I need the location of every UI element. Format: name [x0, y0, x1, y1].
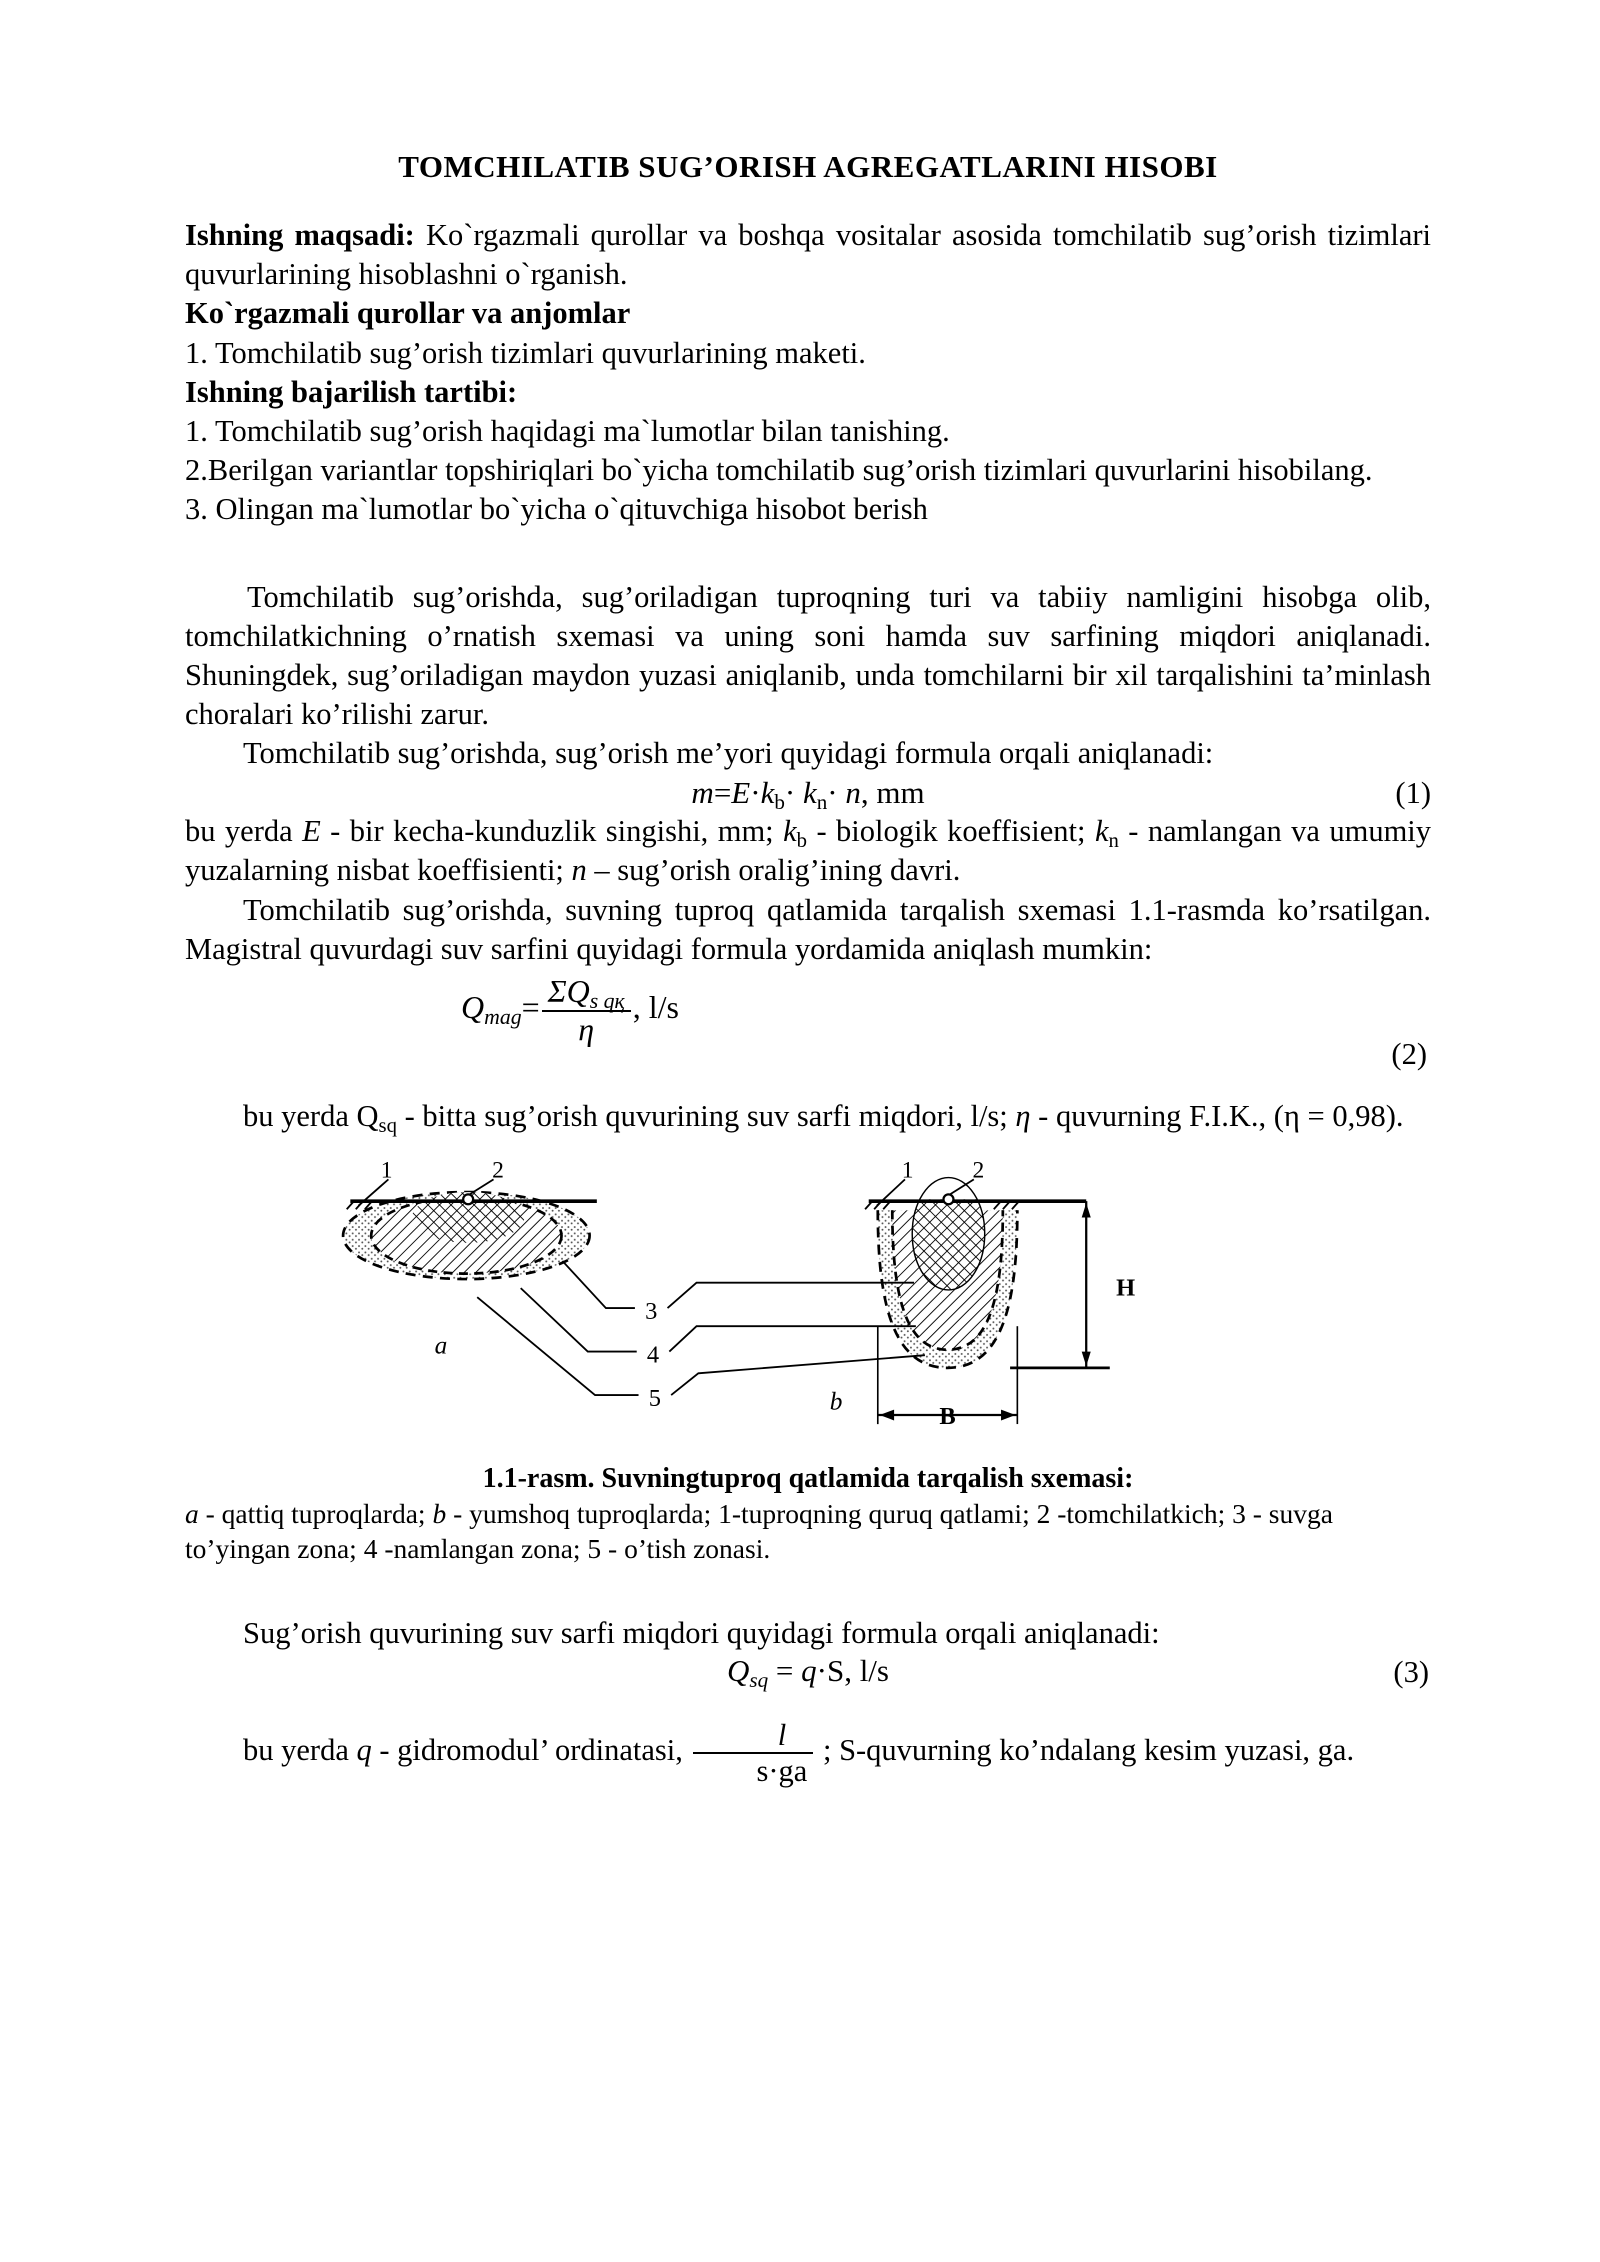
eq1-equals: =: [713, 774, 732, 810]
eq1-E: E: [731, 774, 751, 810]
p5-text-c: - quvurning F.I.K., (η = 0,98).: [1030, 1099, 1404, 1134]
equation-3: [727, 1653, 889, 1693]
eq3-rest: ·S, l/s: [816, 1653, 889, 1689]
list-item-tartib-3: 3. Olingan ma`lumotlar bo`yicha o`qituvchiga hisobot berish: [185, 492, 928, 527]
callout-leader-4-left: [521, 1288, 637, 1351]
p3-symbol-kb: k: [783, 814, 797, 849]
eq1-m: m: [691, 774, 714, 810]
paragraph-body-5: [185, 1097, 1431, 1136]
p3-symbol-n: n: [571, 853, 587, 888]
p3-text-b: - bir kecha-kunduzlik singishi, mm;: [320, 814, 784, 849]
eq2-Q-subscript: mag: [484, 1005, 522, 1030]
paragraph-body-6: Sug’orish quvurining suv sarfi miqdori quyidagi formula orqali aniqlanadi:: [243, 1616, 1160, 1651]
p7-text-b: - gidromodul’ ordinatasi,: [371, 1733, 691, 1768]
caption-text-1: - qattiq tuproqlarda;: [198, 1497, 433, 1529]
figure-label-3: 3: [645, 1298, 658, 1326]
eq3-equals: =: [768, 1653, 802, 1689]
eq1-dot-1: ·: [750, 774, 761, 810]
eq2-Q: Q: [461, 988, 485, 1025]
eq1-k-b-subscript: b: [774, 789, 785, 814]
callout-leader-4-right: [669, 1326, 916, 1351]
page-title: TOMCHILATIB SUG’ORISH AGREGATLARINI HISOBI: [398, 149, 1218, 184]
p3-symbol-kb-subscript: b: [796, 830, 808, 853]
equation-3-number: (3): [1393, 1655, 1429, 1690]
p3-symbol-kn-subscript: n: [1108, 830, 1119, 853]
text-maqsad: Ko`rgazmali qurollar va boshqa vositalar asosida tomchilatib sug’orish tizimlari quvurlarining hisoblashni o`rganish.: [185, 218, 1431, 292]
equation-1: [185, 774, 1431, 813]
eq3-Q: Q: [727, 1653, 750, 1689]
p5-Q-subscript: sq: [378, 1114, 397, 1137]
figure-label-right-1: 1: [901, 1157, 914, 1184]
callout-leader-3-left: [562, 1261, 635, 1308]
p7-text-c: ; S-quvurning ko’ndalang kesim yuzasi, ga.: [815, 1733, 1355, 1768]
p7-fraction-l: l: [777, 1718, 787, 1753]
eq1-k-n-subscript: n: [816, 789, 828, 814]
p3-text-e: – sug’orish oralig’ining davri.: [586, 853, 961, 888]
equation-1-number: (1): [1395, 776, 1431, 811]
dimension-h-arrow-top: [1082, 1203, 1091, 1218]
eq2-equals: =: [521, 988, 540, 1025]
paragraph-body-7: [185, 1719, 1431, 1787]
eq2-eta: η: [578, 1010, 595, 1047]
p3-symbol-E: E: [302, 814, 321, 849]
p5-text-b: - bitta sug’orish quvurining suv sarfi miqdori, l/s;: [396, 1099, 1016, 1134]
section-spacer-1: [185, 530, 1431, 578]
figure-label-5: 5: [648, 1385, 661, 1413]
eq2-fraction: [542, 975, 631, 1046]
paragraph-body-2: Tomchilatib sug’orishda, sug’orish me’yori quyidagi formula orqali aniqlanadi:: [243, 736, 1214, 771]
eq1-n: n: [837, 774, 861, 810]
paragraph-body-3: [185, 812, 1431, 890]
figure-label-panel-b: b: [829, 1387, 843, 1416]
callout-leader-3-right: [668, 1283, 915, 1308]
dimension-h-arrow-bottom: [1082, 1352, 1091, 1367]
eq2-numerator: [542, 975, 631, 1012]
heading-bajarilish-tartibi: [185, 373, 1431, 412]
p7-fraction-denominator: s·ga: [756, 1754, 808, 1789]
p3-text-a: bu yerda: [185, 814, 303, 849]
paragraph-maqsad: [185, 216, 1431, 294]
p3-text-d: - namlangan va umumiy yuzalarning nisbat koeffisienti;: [185, 814, 1432, 888]
paragraph-body-1: Tomchilatib sug’orishda, sug’oriladigan tuproqning turi va tabiiy namligini hisobga olib, tomchilatkichning o’rnatish sxemasi va uning soni hamda suv sarfining miqdori aniqlanadi. Shuningdek, sug’oriladigan maydon yuzasi aniqlanib, unda tomchilarni bir xil tarqalishini ta’minlash choralari ko’rilishi zarur.: [185, 579, 1431, 732]
figure-caption-body: [185, 1496, 1431, 1566]
caption-symbol-b: b: [432, 1497, 447, 1529]
figure-1-drip-irrigation-scheme: [185, 1154, 1431, 1444]
figure-label-dimension-b: B: [939, 1403, 956, 1431]
list-item-tartib-1: 1. Tomchilatib sug’orish haqidagi ma`lumotlar bilan tanishing.: [185, 414, 950, 449]
p5-symbol-eta: η: [1015, 1099, 1031, 1134]
eq2-sum-Q: ΣQ: [547, 973, 590, 1010]
eq1-dot-2: ·: [784, 774, 796, 810]
eq1-dot-3: ·: [827, 774, 838, 810]
figure-label-dimension-h: H: [1116, 1274, 1136, 1302]
p7-fraction-numerator: [693, 1719, 814, 1754]
equation-2-row: [185, 969, 1431, 1097]
figure-label-left-2: 2: [492, 1157, 504, 1184]
title-spacer: [185, 184, 1431, 216]
figure-label-4: 4: [646, 1341, 660, 1369]
label-bajarilish-tartibi: Ishning bajarilish tartibi:: [185, 374, 518, 409]
caption-symbol-a: a: [185, 1497, 199, 1529]
eq1-k-n: k: [795, 774, 817, 810]
callout-leader-5-right: [671, 1355, 925, 1395]
p3-symbol-kn: k: [1094, 814, 1109, 849]
pre-final-spacer: [185, 1701, 1431, 1719]
right-emitter-icon: [943, 1195, 953, 1205]
eq2-denominator: [542, 1012, 631, 1047]
list-item-qurollar-1: 1. Tomchilatib sug’orish tizimlari quvurlarining maketi.: [185, 335, 866, 370]
eq2-numerator-subscript: s qқ: [589, 989, 625, 1014]
caption-text-2: - yumshoq tuproqlarda; 1-tuproqning quruq qatlami; 2 -tomchilatkich; 3 - suvga to’yingan zona; 4 -namlangan zona; 5 - o’tish zonasi.: [185, 1497, 1333, 1564]
figure-top-spacer: [185, 1136, 1431, 1154]
label-ishning-maqsadi: Ishning maqsadi:: [185, 218, 415, 253]
eq1-k-b: k: [760, 774, 775, 810]
callout-leader-5-left: [477, 1297, 638, 1395]
p5-text-a: bu yerda Q: [243, 1099, 379, 1134]
dimension-b-arrow-left: [880, 1410, 895, 1421]
document-content: [185, 0, 1431, 1787]
left-emitter-icon: [463, 1195, 473, 1205]
figure-label-left-1: 1: [380, 1157, 393, 1184]
p3-text-c: - biologik koeffisient;: [807, 814, 1095, 849]
figure-caption-title: 1.1-rasm. Suvningtuproq qatlamida tarqalish sxemasi:: [482, 1463, 1134, 1495]
dimension-b-arrow-right: [1001, 1410, 1016, 1421]
paragraph-body-4: Tomchilatib sug’orishda, suvning tuproq qatlamida tarqalish sxemasi 1.1-rasmda ko’rsatilgan. Magistral quvurdagi suv sarfini quyidagi formula yordamida aniqlash mumkin:: [185, 892, 1431, 966]
p7-symbol-q: q: [356, 1733, 372, 1768]
list-item-tartib-2: 2.Berilgan variantlar topshiriqlari bo`yicha tomchilatib sug’orish tizimlari quvurlarini hisobilang.: [185, 453, 1373, 488]
eq3-Q-subscript: sq: [749, 1668, 769, 1693]
eq2-unit: , l/s: [632, 988, 679, 1025]
equation-2: [461, 975, 679, 1046]
figure-label-panel-a: a: [434, 1331, 448, 1360]
equation-3-row: [185, 1653, 1431, 1701]
equation-2-number: (2): [1391, 1037, 1427, 1072]
section-spacer-2: [185, 1566, 1431, 1614]
p7-fraction-l-over-sga: [693, 1719, 814, 1787]
eq3-q: q: [801, 1653, 817, 1689]
equation-1-row: [185, 774, 1431, 813]
figure-label-right-2: 2: [972, 1157, 985, 1184]
figure-caption-spacer: [185, 1444, 1431, 1462]
p7-text-a: bu yerda: [243, 1733, 357, 1768]
label-korgazmali-qurollar: Ko`rgazmali qurollar va anjomlar: [185, 296, 631, 331]
figure-1-svg: [185, 1154, 1431, 1444]
eq1-unit: , mm: [860, 774, 925, 810]
heading-korgazmali-qurollar: [185, 294, 1431, 333]
